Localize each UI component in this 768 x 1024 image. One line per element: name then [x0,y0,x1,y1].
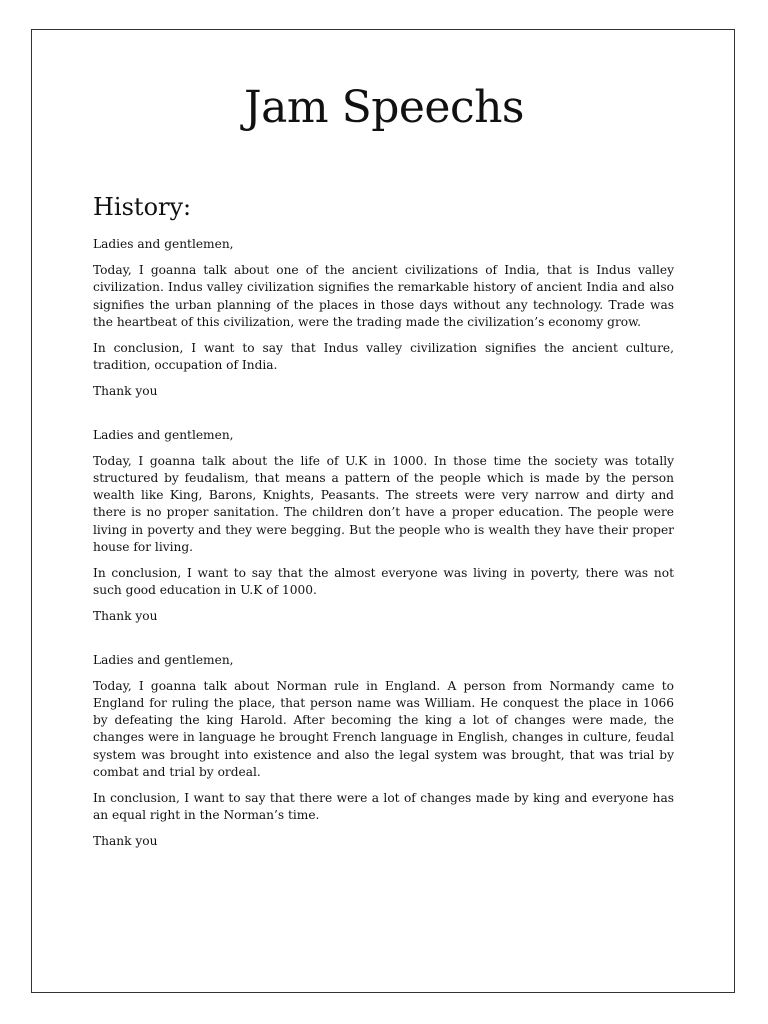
speech-conclusion: In conclusion, I want to say that the almost everyone was living in poverty, there was not such good education in U.K of 1000. [93,566,674,598]
speech-thanks: Thank you [93,384,158,399]
speech-greeting: Ladies and gentlemen, [93,427,234,442]
document-title: Jam Speechs [243,82,525,133]
speech-greeting: Ladies and gentlemen, [93,652,234,667]
section-heading-history: History: [93,193,192,221]
speeches-container [93,236,674,860]
speech-greeting: Ladies and gentlemen, [93,237,234,251]
speech-body: Today, I goanna talk about Norman rule in England. A person from Normandy came to England for ruling the place, that person name was William. He conquest the place in 1066 by defeating the king Harold. After becoming the king a lot of changes were made, the changes were in language he brought French language in English, changes in culture, feudal system was brought into existence and also the legal system was brought, that was trial by combat and trial by ordeal. [93,678,674,779]
speech-body: Today, I goanna talk about the life of U.K in 1000. In those time the society was totally structured by feudalism, that means a pattern of the people which is made by the person wealth like King, Barons, Knights, Peasants. The streets were very narrow and dirty and there is no proper sanitation. The children don’t have a proper education. The people were living in poverty and they were begging. But the people who is wealth they have their proper house for living. [93,453,674,554]
speech-thanks: Thank you [93,609,158,624]
speech-indus-valley [93,236,674,401]
speech-norman-rule [93,652,674,851]
speech-conclusion: In conclusion, I want to say that there were a lot of changes made by king and everyone has an equal right in the Norman’s time. [93,791,674,823]
speech-uk-1000 [93,427,674,626]
speech-body: Today, I goanna talk about one of the ancient civilizations of India, that is Indus valley civilization. Indus valley civilization signifies the remarkable history of ancient India and also signifies the urban planning of the places in those days without any technology. Trade was the heartbeat of this civilization, were the trading made the civilization’s economy grow. [93,263,674,329]
speech-thanks: Thank you [93,834,158,849]
speech-conclusion: In conclusion, I want to say that Indus valley civilization signifies the ancient culture, tradition, occupation of India. [93,341,674,373]
